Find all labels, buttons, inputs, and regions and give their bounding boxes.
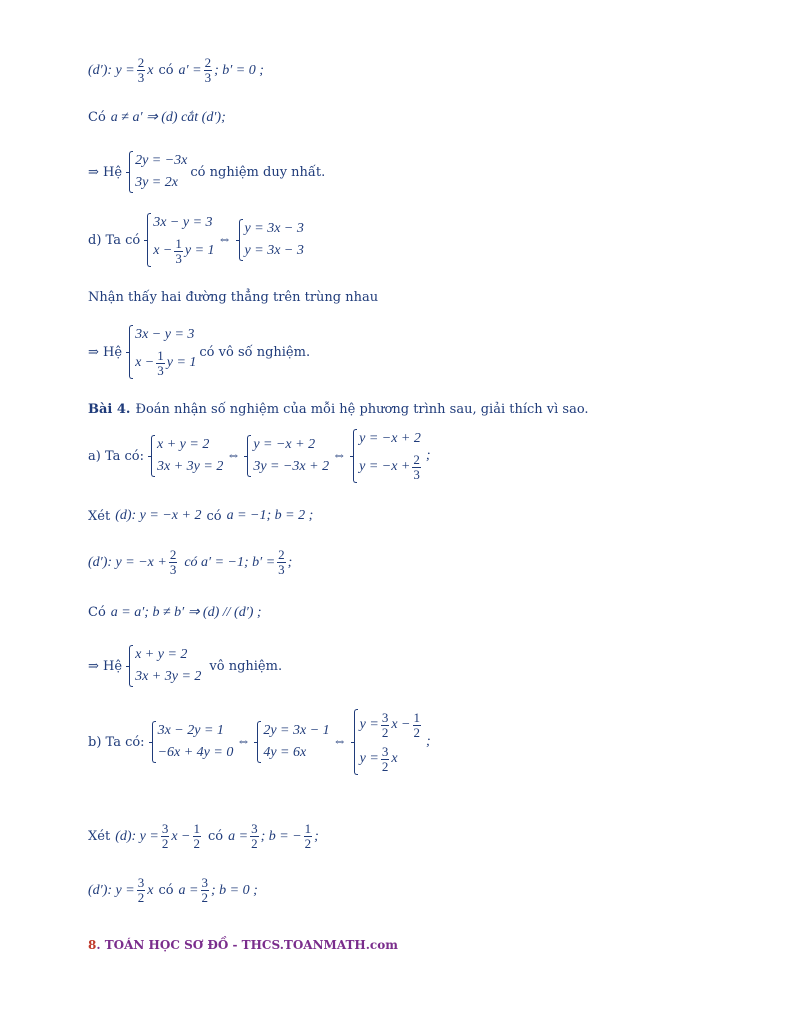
system-3: 2y = −3x 3y = 2x: [125, 150, 187, 194]
line-b-ta-co: b) Ta có: 3x − 2y = 1 −6x + 4y = 0 ⇔ 2y = 3x − 1 4y = 6x ⇔ y = $\frac{3}{2}$ x − $\frac{1}{2}$ y = $\frac{3}{2}$ x ;: [88, 708, 431, 776]
line-trung-nhau: Nhận thấy hai đường thẳng trên trùng nhau: [88, 290, 379, 305]
line-co-cat: Có a ≠ a′ ⇒ (d) cắt (d′);: [88, 110, 226, 125]
page-number: 8: [88, 938, 97, 952]
line-vo-nghiem: ⇒ Hệ x + y = 2 3x + 3y = 2 vô nghiệm.: [88, 644, 282, 688]
line-a-ta-co: a) Ta có: x + y = 2 3x + 3y = 2 ⇔ y = −x + 2 3y = −3x + 2 ⇔ y = −x + 2 y = −x + $\frac{2}{3}$ ;: [88, 428, 431, 484]
line-song-song: Có a = a′; b ≠ b′ ⇒ (d) // (d′) ;: [88, 605, 262, 620]
line-vo-so-nghiem: ⇒ Hệ 3x − y = 3 x − $\frac{1}{3}$ y = 1 có vô số nghiệm.: [88, 324, 310, 380]
line-xet-d-a: Xét (d): y = −x + 2 có a = −1; b = 2 ;: [88, 508, 314, 524]
line-d-ta-co: d) Ta có 3x − y = 3 x − $\frac{1}{3}$ y = 1 ⇔ y = 3x − 3 y = 3x − 3: [88, 212, 307, 268]
bai4-heading: Bài 4. Đoán nhận số nghiệm của mỗi hệ phương trình sau, giải thích vì sao.: [88, 402, 589, 417]
line-d-prime-a: (d′): y = −x + $\frac{2}{3}$ có a′ = −1; b′ = $\frac{2}{3}$ ;: [88, 547, 293, 577]
page-footer: [88, 938, 398, 952]
line-xet-d-b: Xét (d): y = $\frac{3}{2}$ x − $\frac{1}{2}$ có a = $\frac{3}{2}$ ; b = − $\frac{1}{2}$ ;: [88, 821, 319, 851]
line-he-duy-nhat: ⇒ Hệ 2y = −3x 3y = 2x có nghiệm duy nhất.: [88, 150, 325, 194]
footer-text: . TOÁN HỌC SƠ ĐỒ - THCS.TOANMATH.com: [96, 938, 398, 952]
line-d-prime-b: (d′): y = $\frac{3}{2}$ x có a = $\frac{3}{2}$ ; b = 0 ;: [88, 875, 258, 905]
line-d-prime-1: (d′): y = $\frac{2}{3}$ x có a′ = $\frac{2}{3}$ ; b′ = 0 ;: [88, 55, 264, 85]
